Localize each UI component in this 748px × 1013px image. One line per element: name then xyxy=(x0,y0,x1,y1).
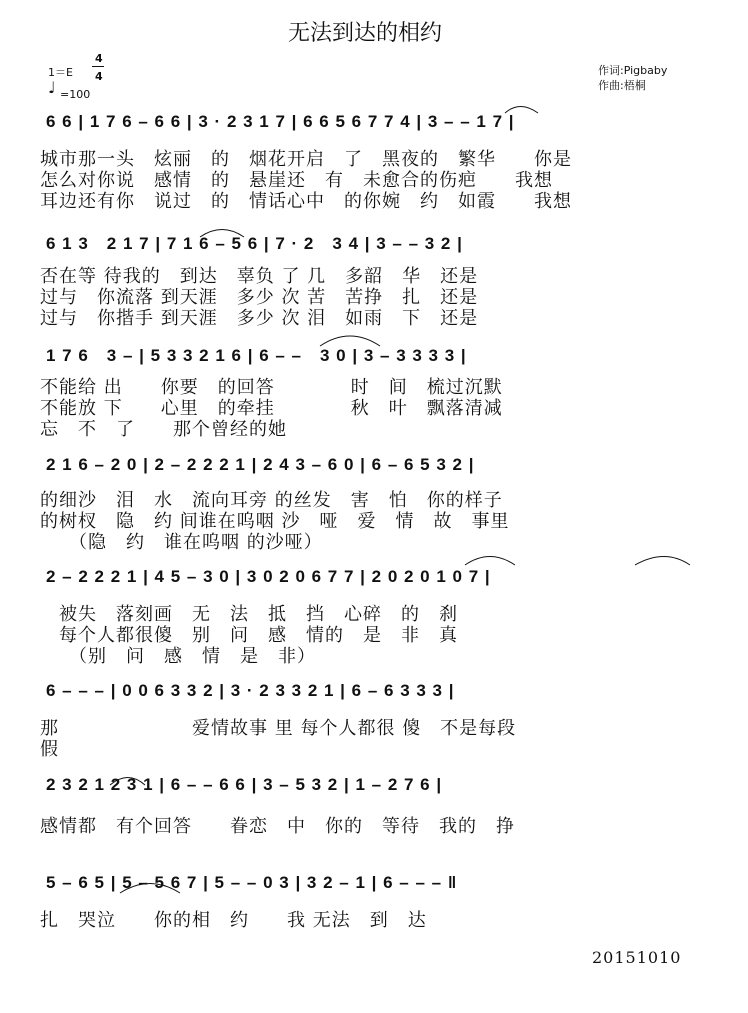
lyric-line: 扎 哭泣 你的相 约 我 无法 到 达 xyxy=(40,910,427,931)
lyric-line: 不能放 下 心里 的牵挂 秋 叶 飘落清减 xyxy=(40,398,503,419)
lyricist-credit: 作词:Pigbaby xyxy=(598,64,668,77)
date-stamp: 20151010 xyxy=(592,948,682,967)
composer-credit: 作曲:梧桐 xyxy=(598,79,646,92)
notation-row: 2 3 2 1 2 3 1 | 6 – – 6 6 | 3 – 5 3 2 | 1 – 2 7 6 | xyxy=(46,775,443,794)
notation-row: 5 – 6 5 | 5 – 5 6 7 | 5 – – 0 3 | 3 2 – 1 | 6 – – – ‖ xyxy=(46,873,458,892)
lyric-line: 过与 你揩手 到天涯 多少 次 泪 如雨 下 还是 xyxy=(40,308,479,329)
lyric-line: （隐 约 谁在呜咽 的沙哑） xyxy=(40,532,323,553)
notation-row: 2 1 6 – 2 0 | 2 – 2 2 2 1 | 2 4 3 – 6 0 | 6 – 6 5 3 2 | xyxy=(46,455,475,474)
key-signature: 1＝E xyxy=(48,66,73,79)
notation-row: 1 7 6 3 – | 5 3 3 2 1 6 | 6 – – 3 0 | 3 – 3 3 3 3 | xyxy=(46,346,467,365)
notation-row: 6 6 | 1 7 6 – 6 6 | 3 · 2 3 1 7 | 6 6 5 6 7 7 4 | 3 – – 1 7 | xyxy=(46,112,515,131)
quarter-note-icon: ♩ xyxy=(48,78,56,97)
time-signature-top: 4 xyxy=(95,52,103,65)
lyric-line: 的细沙 泪 水 流向耳旁 的丝发 害 怕 你的样子 xyxy=(40,490,503,511)
lyric-line: 的树杈 隐 约 间谁在呜咽 沙 哑 爱 情 故 事里 xyxy=(40,511,510,532)
notation-row: 6 – – – | 0 0 6 3 3 2 | 3 · 2 3 3 2 1 | 6 – 6 3 3 3 | xyxy=(46,681,455,700)
lyric-line: 那 爱情故事 里 每个人都很 傻 不是每段 xyxy=(40,718,517,739)
lyric-line: 城市那一头 炫丽 的 烟花开启 了 黑夜的 繁华 你是 xyxy=(40,149,572,170)
lyric-line: 过与 你流落 到天涯 多少 次 苦 苦挣 扎 还是 xyxy=(40,287,479,308)
lyric-line: 假 xyxy=(40,739,59,760)
lyric-line: 怎么对你说 感情 的 悬崖还 有 未愈合的伤疤 我想 xyxy=(40,170,553,191)
lyric-line: 耳边还有你 说过 的 情话心中 的你婉 约 如霞 我想 xyxy=(40,191,572,212)
tempo-marking: =100 xyxy=(60,88,91,101)
song-title: 无法到达的相约 xyxy=(287,21,442,46)
lyric-line: 不能给 出 你要 的回答 时 间 梳过沉默 xyxy=(40,377,503,398)
time-signature-bottom: 4 xyxy=(95,70,103,83)
lyric-line: 否在等 待我的 到达 辜负 了 几 多韶 华 还是 xyxy=(40,266,479,287)
lyric-line: 忘 不 了 那个曾经的她 xyxy=(40,419,287,440)
notation-row: 2 – 2 2 2 1 | 4 5 – 3 0 | 3 0 2 0 6 7 7 | 2 0 2 0 1 0 7 | xyxy=(46,567,491,586)
notation-row: 6 1 3 2 1 7 | 7 1 6 – 5 6 | 7 · 2 3 4 | 3 – – 3 2 | xyxy=(46,234,463,253)
lyric-line: （别 问 感 情 是 非） xyxy=(40,646,316,667)
lyric-line: 被失 落刻画 无 法 抵 挡 心碎 的 刹 xyxy=(40,604,458,625)
lyric-line: 每个人都很傻 别 问 感 情的 是 非 真 xyxy=(40,625,458,646)
lyric-line: 感情都 有个回答 眷恋 中 你的 等待 我的 挣 xyxy=(40,816,515,837)
